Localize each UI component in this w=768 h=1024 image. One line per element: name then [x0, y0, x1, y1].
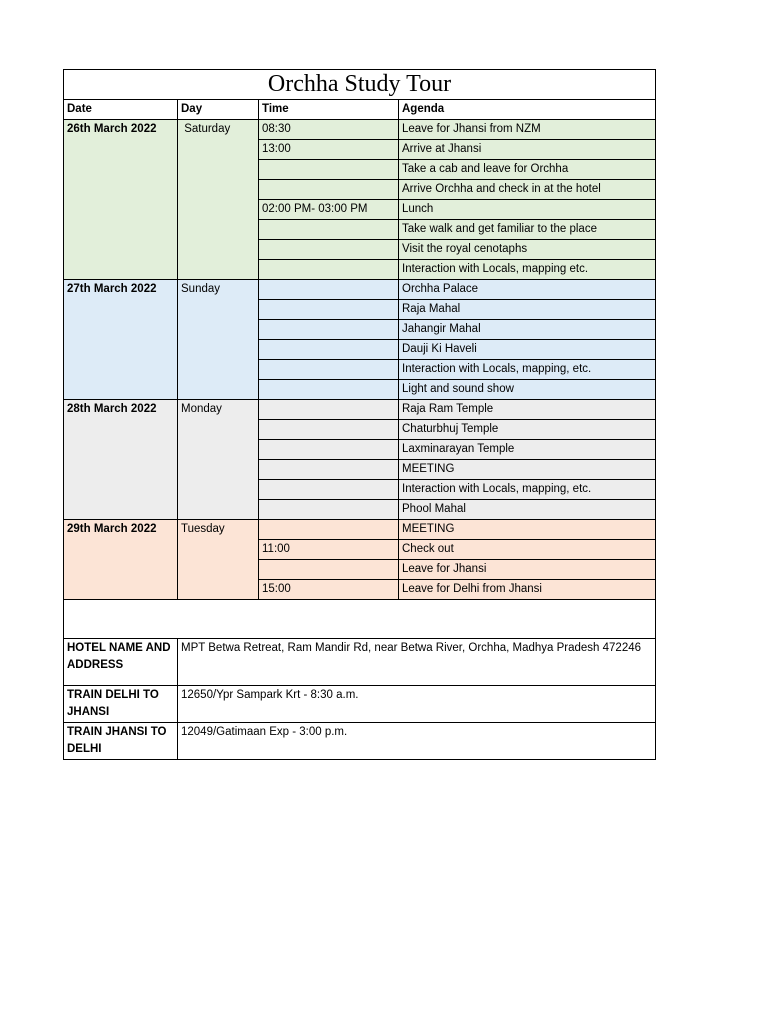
page-title: Orchha Study Tour	[64, 70, 656, 100]
row-agenda: Chaturbhuj Temple	[399, 420, 656, 440]
row-agenda: Raja Mahal	[399, 300, 656, 320]
row-agenda: Dauji Ki Haveli	[399, 340, 656, 360]
row-time: 15:00	[259, 580, 399, 600]
itinerary-sheet	[63, 69, 655, 760]
row-time	[259, 500, 399, 520]
row-agenda: Take walk and get familiar to the place	[399, 220, 656, 240]
header-date: Date	[64, 100, 178, 120]
row-agenda: Take a cab and leave for Orchha	[399, 160, 656, 180]
title-row	[64, 70, 656, 100]
info-label: TRAIN DELHI TO JHANSI	[64, 686, 178, 723]
row-time	[259, 300, 399, 320]
row-time	[259, 240, 399, 260]
row-time	[259, 280, 399, 300]
row-time	[259, 520, 399, 540]
day-name: Sunday	[178, 280, 259, 400]
row-agenda: Interaction with Locals, mapping, etc.	[399, 480, 656, 500]
info-value: 12650/Ypr Sampark Krt - 8:30 a.m.	[178, 686, 656, 723]
row-agenda: Lunch	[399, 200, 656, 220]
row-agenda: Interaction with Locals, mapping etc.	[399, 260, 656, 280]
row-agenda: Leave for Delhi from Jhansi	[399, 580, 656, 600]
day-date: 28th March 2022	[64, 400, 178, 520]
row-time	[259, 160, 399, 180]
day-date: 29th March 2022	[64, 520, 178, 600]
row-agenda: Orchha Palace	[399, 280, 656, 300]
row-agenda: Phool Mahal	[399, 500, 656, 520]
itinerary-row	[64, 400, 656, 420]
row-agenda: Jahangir Mahal	[399, 320, 656, 340]
row-agenda: MEETING	[399, 520, 656, 540]
row-time: 11:00	[259, 540, 399, 560]
row-time	[259, 400, 399, 420]
row-agenda: Arrive at Jhansi	[399, 140, 656, 160]
header-agenda: Agenda	[399, 100, 656, 120]
itinerary-row	[64, 520, 656, 540]
row-agenda: Leave for Jhansi from NZM	[399, 120, 656, 140]
row-agenda: Arrive Orchha and check in at the hotel	[399, 180, 656, 200]
row-time	[259, 320, 399, 340]
info-label: HOTEL NAME AND ADDRESS	[64, 639, 178, 686]
spacer-cell	[64, 600, 656, 639]
day-date: 26th March 2022	[64, 120, 178, 280]
header-day: Day	[178, 100, 259, 120]
row-time: 13:00	[259, 140, 399, 160]
itinerary-body	[64, 70, 656, 760]
header-time: Time	[259, 100, 399, 120]
row-agenda: MEETING	[399, 460, 656, 480]
row-time	[259, 440, 399, 460]
itinerary-row	[64, 280, 656, 300]
row-time	[259, 340, 399, 360]
info-row	[64, 639, 656, 686]
info-row	[64, 723, 656, 760]
row-agenda: Laxminarayan Temple	[399, 440, 656, 460]
row-agenda: Raja Ram Temple	[399, 400, 656, 420]
row-agenda: Visit the royal cenotaphs	[399, 240, 656, 260]
itinerary-row	[64, 120, 656, 140]
day-date: 27th March 2022	[64, 280, 178, 400]
row-time	[259, 360, 399, 380]
header-row	[64, 100, 656, 120]
row-time	[259, 180, 399, 200]
info-value: 12049/Gatimaan Exp - 3:00 p.m.	[178, 723, 656, 760]
day-name: Monday	[178, 400, 259, 520]
spacer-row	[64, 600, 656, 639]
row-agenda: Check out	[399, 540, 656, 560]
itinerary-table	[63, 69, 656, 760]
row-time	[259, 560, 399, 580]
day-name: Tuesday	[178, 520, 259, 600]
row-time: 08:30	[259, 120, 399, 140]
day-name: Saturday	[178, 120, 259, 280]
row-time	[259, 220, 399, 240]
info-row	[64, 686, 656, 723]
row-agenda: Leave for Jhansi	[399, 560, 656, 580]
row-time	[259, 480, 399, 500]
row-agenda: Interaction with Locals, mapping, etc.	[399, 360, 656, 380]
row-time	[259, 420, 399, 440]
row-time	[259, 380, 399, 400]
info-label: TRAIN JHANSI TO DELHI	[64, 723, 178, 760]
row-time	[259, 460, 399, 480]
row-time: 02:00 PM- 03:00 PM	[259, 200, 399, 220]
row-time	[259, 260, 399, 280]
info-value: MPT Betwa Retreat, Ram Mandir Rd, near Betwa River, Orchha, Madhya Pradesh 472246	[178, 639, 656, 686]
row-agenda: Light and sound show	[399, 380, 656, 400]
